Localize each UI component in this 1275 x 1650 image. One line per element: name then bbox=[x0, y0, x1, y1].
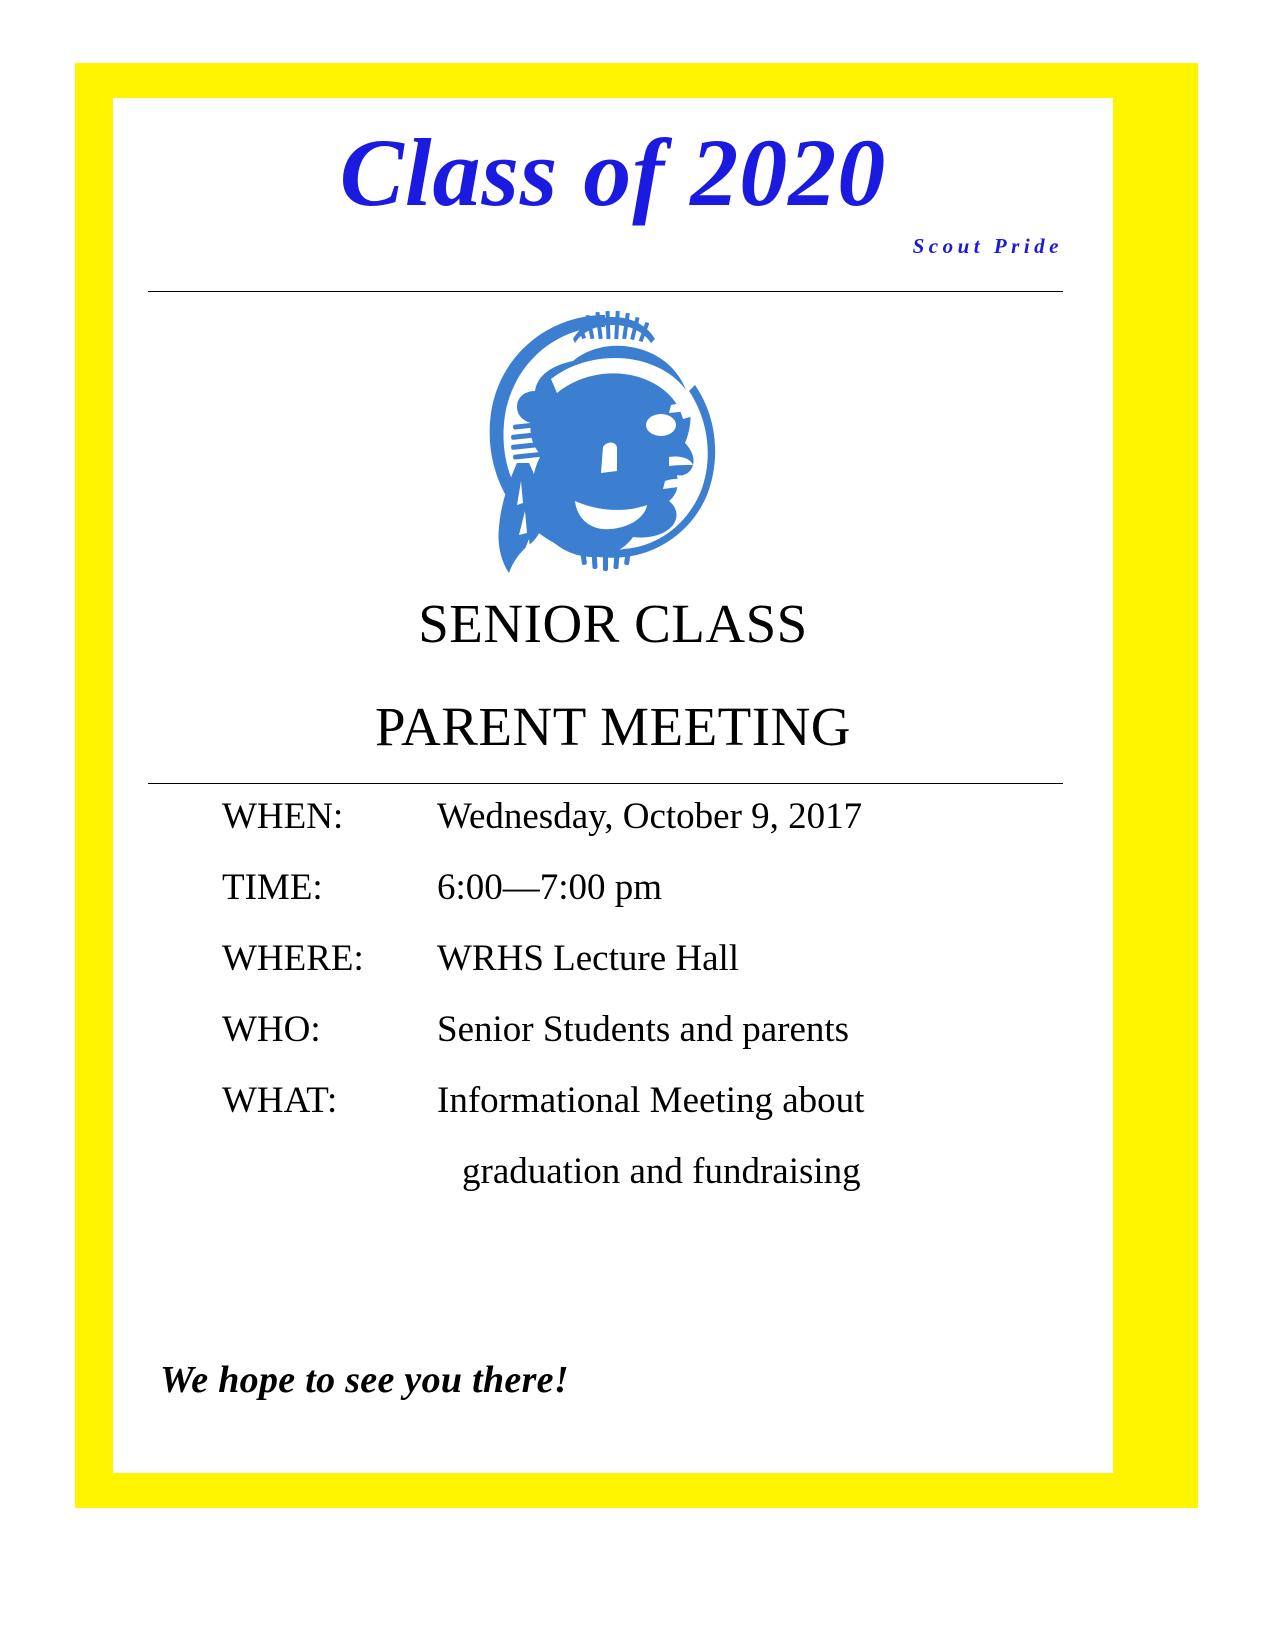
detail-row-when bbox=[222, 795, 1022, 866]
heading-senior-class: SENIOR CLASS bbox=[418, 593, 808, 654]
detail-value-when: Wednesday, October 9, 2017 bbox=[437, 796, 863, 837]
detail-value-what: Informational Meeting about bbox=[437, 1080, 865, 1121]
detail-row-where bbox=[222, 937, 1022, 1008]
scout-head-logo-icon bbox=[455, 305, 725, 580]
details-list bbox=[222, 795, 1022, 1221]
detail-label-who: WHO: bbox=[222, 1009, 321, 1050]
detail-value-what-continuation: graduation and fundraising bbox=[462, 1151, 861, 1192]
detail-value-time: 6:00—7:00 pm bbox=[437, 867, 663, 908]
detail-value-where: WRHS Lecture Hall bbox=[437, 938, 740, 979]
heading-parent-meeting: PARENT MEETING bbox=[374, 696, 852, 757]
detail-label-time: TIME: bbox=[222, 867, 323, 908]
detail-label-what: WHAT: bbox=[222, 1080, 338, 1121]
detail-row-time bbox=[222, 866, 1022, 937]
tagline-scout-pride: Scout Pride bbox=[912, 234, 1063, 258]
detail-value-who: Senior Students and parents bbox=[437, 1009, 850, 1050]
detail-row-what bbox=[222, 1079, 1022, 1150]
details-divider bbox=[148, 783, 1063, 784]
detail-label-when: WHEN: bbox=[222, 796, 344, 837]
header-divider bbox=[148, 291, 1063, 292]
detail-label-where: WHERE: bbox=[222, 938, 364, 979]
closing-message: We hope to see you there! bbox=[160, 1359, 569, 1401]
detail-row-who bbox=[222, 1008, 1022, 1079]
page-title: Class of 2020 bbox=[339, 119, 887, 226]
